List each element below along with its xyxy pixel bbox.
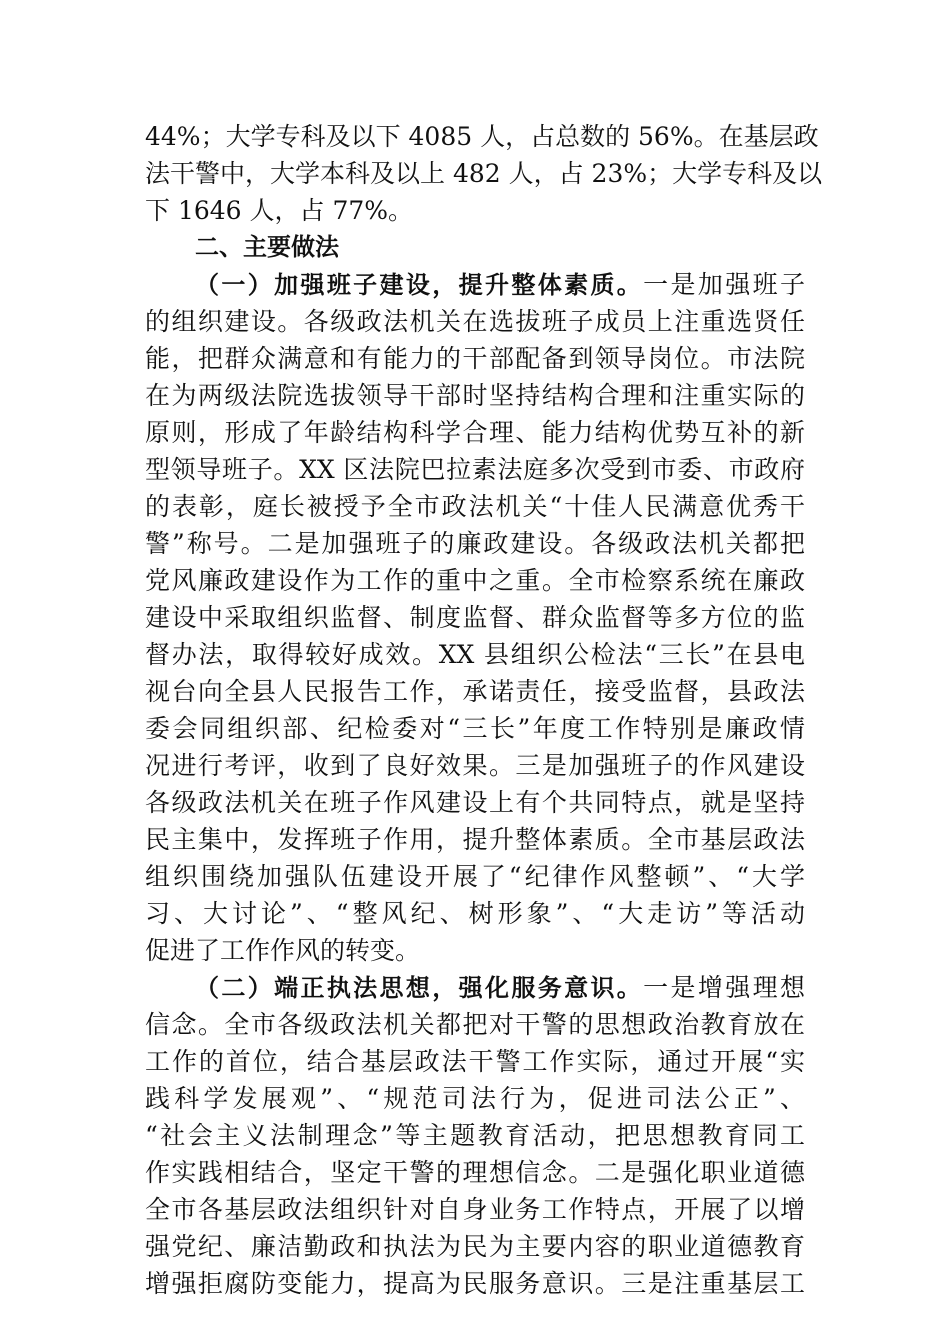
- part2-line: 工作的首位，结合基层政法干警工作实际，通过开展“实: [145, 1047, 805, 1076]
- part1-line: 况进行考评，收到了良好效果。三是加强班子的作风建设: [145, 751, 805, 780]
- part2-title: （二）端正执法思想，强化服务意识。: [195, 974, 644, 1002]
- part2-line: 践科学发展观”、“规范司法行为，促进司法公正”、: [145, 1084, 805, 1113]
- part1-line: 各级政法机关在班子作风建设上有个共同特点，就是坚持: [145, 788, 805, 817]
- part1-line: 党风廉政建设作为工作的重中之重。全市检察系统在廉政: [145, 566, 805, 595]
- part2-line: 强党纪、廉洁勤政和执法为民为主要内容的职业道德教育: [145, 1232, 805, 1261]
- section-heading: 二、主要做法: [195, 233, 339, 261]
- part2-first-rest: 一是增强理想: [643, 973, 805, 1002]
- part1-title: （一）加强班子建设，提升整体素质。: [195, 271, 644, 299]
- part2-first-line: [145, 969, 805, 1006]
- intro-line-1: 44%；大学专科及以下 4085 人，占总数的 56%。在基层政: [145, 122, 819, 151]
- part2-line: 信念。全市各级政法机关都把对干警的思想政治教育放在: [145, 1010, 805, 1039]
- part1-line: 委会同组织部、纪检委对“三长”年度工作特别是廉政情: [145, 714, 805, 743]
- part1-line: 组织围绕加强队伍建设开展了“纪律作风整顿”、“大学: [145, 862, 805, 891]
- part1-line: 的表彰，庭长被授予全市政法机关“十佳人民满意优秀干: [145, 492, 805, 521]
- part1-line: 在为两级法院选拔领导干部时坚持结构合理和注重实际的: [145, 381, 805, 410]
- intro-line-2: 法干警中，大学本科及以上 482 人，占 23%；大学专科及以: [145, 159, 823, 188]
- document-page: [145, 118, 823, 1302]
- part1-first-line: [145, 266, 805, 303]
- part1-line: 建设中采取组织监督、制度监督、群众监督等多方位的监: [145, 603, 805, 632]
- part2-line: 作实践相结合，坚定干警的理想信念。二是强化职业道德: [145, 1158, 805, 1187]
- part1-line: 能，把群众满意和有能力的干部配备到领导岗位。市法院: [145, 344, 805, 373]
- intro-line-3: 下 1646 人，占 77%。: [145, 196, 414, 225]
- part1-line-last: 促进了工作作风的转变。: [145, 936, 421, 965]
- part1-line: 原则，形成了年龄结构科学合理、能力结构优势互补的新: [145, 418, 805, 447]
- part2-line: “社会主义法制理念”等主题教育活动，把思想教育同工: [145, 1121, 805, 1150]
- part1-line: 视台向全县人民报告工作，承诺责任，接受监督，县政法: [145, 677, 805, 706]
- part1-first-rest: 一是加强班子: [643, 270, 805, 299]
- part1-line: 警”称号。二是加强班子的廉政建设。各级政法机关都把: [145, 529, 805, 558]
- part1-line: 习、大讨论”、“整风纪、树形象”、“大走访”等活动: [145, 899, 805, 928]
- part1-line: 型领导班子。XX 区法院巴拉素法庭多次受到市委、市政府: [145, 455, 805, 484]
- part2-line: 全市各基层政法组织针对自身业务工作特点，开展了以增: [145, 1195, 805, 1224]
- part1-line: 民主集中，发挥班子作用，提升整体素质。全市基层政法: [145, 825, 805, 854]
- part1-line: 督办法，取得较好成效。XX 县组织公检法“三长”在县电: [145, 640, 805, 669]
- part2-line: 增强拒腐防变能力，提高为民服务意识。三是注重基层工: [145, 1269, 805, 1298]
- part1-line: 的组织建设。各级政法机关在选拔班子成员上注重选贤任: [145, 307, 805, 336]
